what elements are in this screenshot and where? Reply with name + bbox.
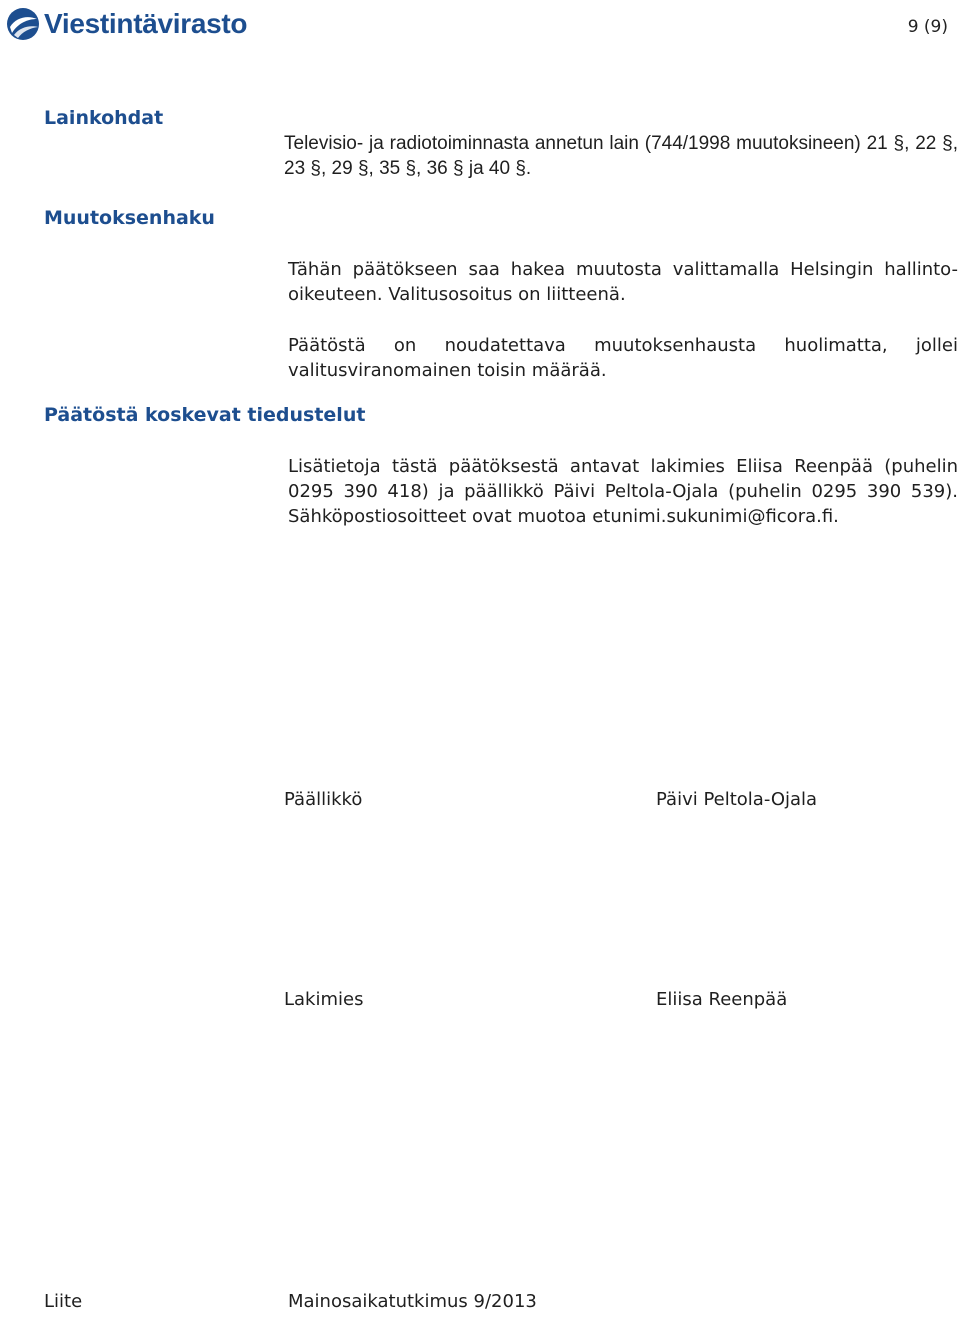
heading-lainkohdat: Lainkohdat xyxy=(44,107,164,129)
signature-title-1: Päällikkö xyxy=(284,789,363,810)
footer-label: Liite xyxy=(44,1291,83,1312)
muutoksenhaku-text-1: Tähän päätökseen saa hakea muutosta valittamalla Helsingin hallinto-oikeuteen. Valitusosoitus on liitteenä. xyxy=(288,259,958,305)
logo-text: Viestintävirasto xyxy=(44,8,248,39)
signature-title-2: Lakimies xyxy=(284,989,364,1010)
tiedustelut-text: Lisätietoja tästä päätöksestä antavat lakimies Eliisa Reenpää (puhelin 0295 390 418) ja päällikkö Päivi Peltola-Ojala (puhelin 0295 390 539). Sähköpostiosoitteet ovat muotoa etunimi.sukunimi@ficora.fi. xyxy=(288,456,958,527)
heading-tiedustelut: Päätöstä koskevat tiedustelut xyxy=(44,404,366,426)
agency-logo xyxy=(6,6,247,42)
signature-name-2: Eliisa Reenpää xyxy=(656,989,788,1010)
lainkohdat-text: Televisio- ja radiotoiminnasta annetun lain (744/1998 muutoksineen) 21 §, 22 §, 23 §, 29 §, 35 §, 36 § ja 40 §. xyxy=(284,133,958,179)
footer-attachment: Mainosaikatutkimus 9/2013 xyxy=(288,1291,537,1312)
muutoksenhaku-text-2: Päätöstä on noudatettava muutoksenhausta huolimatta, jollei valitusviranomainen toisin määrää. xyxy=(288,335,958,381)
page-number: 9 (9) xyxy=(907,17,948,37)
signature-name-1: Päivi Peltola-Ojala xyxy=(656,789,818,810)
heading-muutoksenhaku: Muutoksenhaku xyxy=(44,207,215,229)
logo-swoosh-icon xyxy=(6,7,40,41)
